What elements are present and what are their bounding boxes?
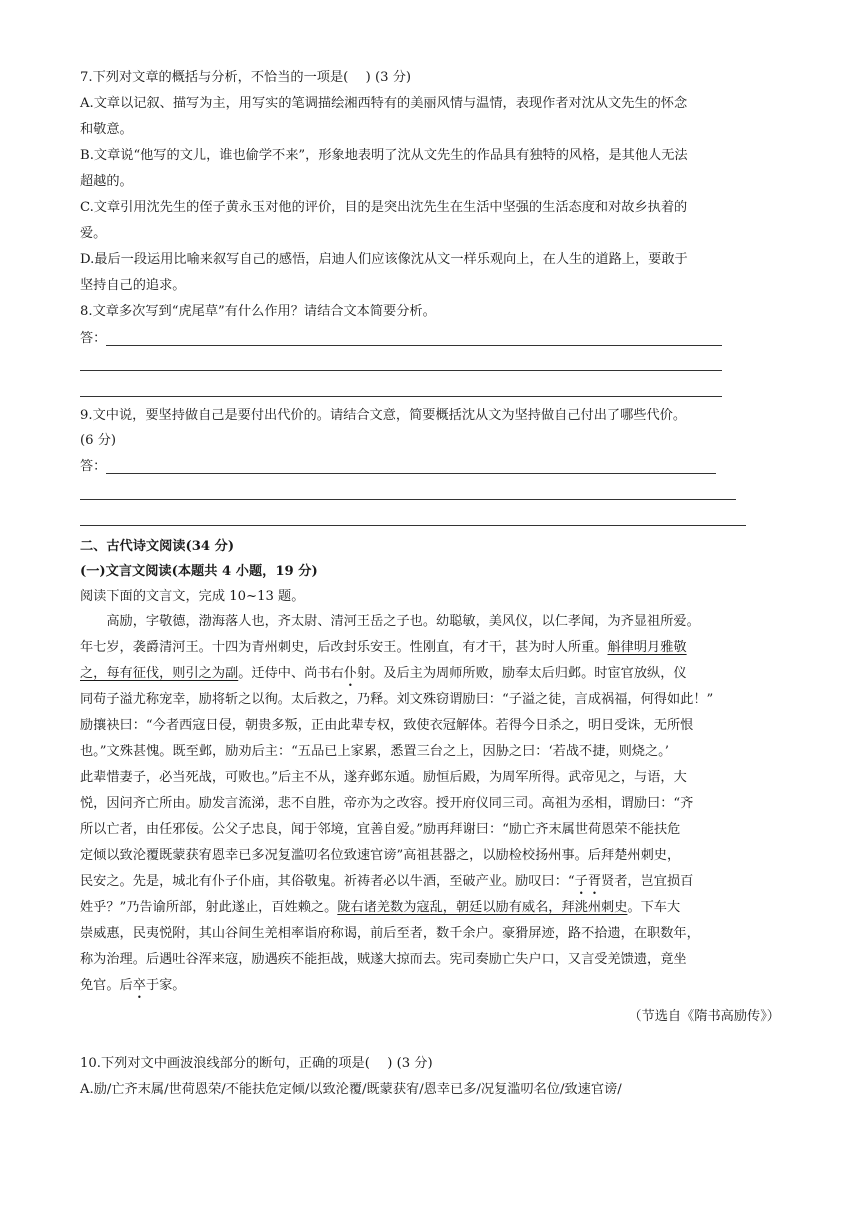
- underlined-sentence-2: 陇右诸羌数为寇乱，朝廷以励有威名，拜洮州刺史: [337, 900, 628, 915]
- q7-option-c-line2: 爱。: [80, 226, 107, 241]
- section-title: 二、古代诗文阅读(34 分): [80, 539, 235, 554]
- q10-stem: 10.下列对文中画波浪线部分的断句，正确的项是( ) (3 分): [80, 1056, 433, 1071]
- passage-line-5: 励攘袂曰：“今者西寇日侵，朝贵多叛，正由此辈专权，致使衣冠解体。若得今日杀之，明日受诛，无所恨: [80, 718, 694, 733]
- q9-answer-label: 答：: [80, 459, 107, 474]
- passage-line-6: 也。”文殊甚愧。既至邺，励劝后主：“五品已上家累，悉置三台之上，因胁之曰：‘若战不捷，则烧之。’: [80, 744, 669, 759]
- passage-line-4: 同苟子溢尤称宠幸，励将斩之以徇。太后救之，乃释。刘文殊窃谓励曰：“子溢之徒，言成祸福，何得如此！”: [80, 692, 714, 707]
- q8-answer-line-1[interactable]: [106, 345, 722, 346]
- q8-stem: 8.文章多次写到“虎尾草”有什么作用？请结合文本简要分析。: [80, 304, 436, 319]
- section-subtitle: (一)文言文阅读(本题共 4 小题，19 分): [80, 564, 318, 579]
- q7-option-a-line2: 和敬意。: [80, 122, 133, 137]
- passage-line-2: 年七岁，袭爵清河王。十四为青州刺史，后改封乐安王。性刚直，有才干，甚为时人所重。斛律明月雅敬: [80, 640, 687, 655]
- passage-line-9: 所以亡者，由任邪佞。公父子忠良，闻于邻境，宜善自爱。”励再拜谢曰：“励亡齐末属世荷恩荣不能扶危: [80, 822, 681, 837]
- passage-line-10: 定倾以致沦覆既蒙获宥恩幸已多况复滥叨名位致速官谤”高祖甚器之，以励检校扬州事。后拜楚州刺史，: [80, 848, 681, 863]
- q7-option-b-line2: 超越的。: [80, 174, 133, 189]
- q8-answer-line-2[interactable]: [80, 370, 722, 371]
- q8-answer-line-3[interactable]: [80, 396, 722, 397]
- passage-line-14: 称为治理。后遇吐谷浑来寇，励遇疾不能拒战，贼遂大掠而去。宪司奏励亡失户口，又言受羌馈遗，竟坐: [80, 952, 687, 967]
- passage-line-3: 之，每有征伐，则引之为副。迁侍中、尚书右仆射。及后主为周师所败，励奉太后归邺。时宦官放纵，仪: [80, 666, 687, 681]
- passage-line-1: 高励，字敬德，渤海落人也，齐太尉、清河王岳之子也。幼聪敏，美风仪，以仁孝闻，为齐显祖所爱。: [80, 614, 700, 629]
- passage-line-12: 姓乎？”乃告谕所部，射此遂止，百姓赖之。陇右诸羌数为寇乱，朝廷以励有威名，拜洮州刺史。下车大: [80, 900, 681, 915]
- passage-line-8: 悦，因问齐亡所由。励发言流涕，悲不自胜，帝亦为之改容。授开府仪同三司。高祖为丞相，谓励曰：“齐: [80, 796, 694, 811]
- q9-answer-line-2[interactable]: [80, 499, 736, 500]
- dotted-char-zi: 子: [574, 874, 588, 889]
- q8-answer-label: 答：: [80, 331, 107, 346]
- dotted-char-xu: 胥: [587, 874, 602, 889]
- dotted-char-pu: 仆: [343, 666, 357, 681]
- q7-option-c-line1: C.文章引用沈先生的侄子黄永玉对他的评价，目的是突出沈先生在生活中坚强的生活态度和对故乡执着的: [80, 200, 688, 215]
- q9-stem-line1: 9.文中说，要坚持做自己是要付出代价的。请结合文意，简要概括沈从文为坚持做自己付出了哪些代价。: [80, 408, 687, 423]
- q9-stem-line2: (6 分): [80, 433, 117, 448]
- q10-option-a: A.励/亡齐末属/世荷恩荣/不能扶危定倾/以致沦覆/既蒙获宥/恩幸已多/况复滥叨名位/致速官谤/: [80, 1082, 622, 1097]
- passage-line-7: 此辈惜妻子，必当死战，可败也。”后主不从，遂弃邺东遁。励恒后殿，为周军所得。武帝见之，与语，大: [80, 770, 687, 785]
- q7-option-d-line1: D.最后一段运用比喻来叙写自己的感悟，启迪人们应该像沈从文一样乐观向上，在人生的道路上，要敢于: [80, 252, 688, 267]
- q9-answer-line-1[interactable]: [106, 473, 716, 474]
- passage-source: （节选自《隋书高励传》）: [628, 1009, 780, 1024]
- q7-stem: 7.下列对文章的概括与分析，不恰当的一项是( ) (3 分): [80, 70, 412, 85]
- q7-option-b-line1: B.文章说“他写的文儿，谁也偷学不来”，形象地表明了沈从文先生的作品具有独特的风格，是其他人无法: [80, 148, 688, 163]
- underlined-sentence-1a: 斛律明月雅敬: [607, 640, 687, 655]
- dotted-char-zu: 卒: [132, 978, 146, 993]
- q9-answer-line-3[interactable]: [80, 525, 746, 526]
- q7-option-a-line1: A.文章以记叙、描写为主，用写实的笔调描绘湘西特有的美丽风情与温情，表现作者对沈从文先生的怀念: [80, 96, 688, 111]
- section-intro: 阅读下面的文言文，完成 10~13 题。: [80, 589, 305, 604]
- passage-line-13: 崇威惠，民夷悦附，其山谷间生羌相率诣府称谒，前后至者，数千余户。豪猾屏迹，路不拾遗，在职数年，: [80, 926, 700, 941]
- passage-line-11: 民安之。先是，城北有仆子仆庙，其俗敬鬼。祈祷者必以牛酒，至破产业。励叹曰：“子胥贤者，岂宜损百: [80, 874, 694, 889]
- underlined-sentence-1b: 之，每有征伐，则引之为副: [80, 666, 239, 681]
- passage-line-15: 免官。后卒于家。: [80, 978, 186, 993]
- q7-option-d-line2: 坚持自己的追求。: [80, 278, 186, 293]
